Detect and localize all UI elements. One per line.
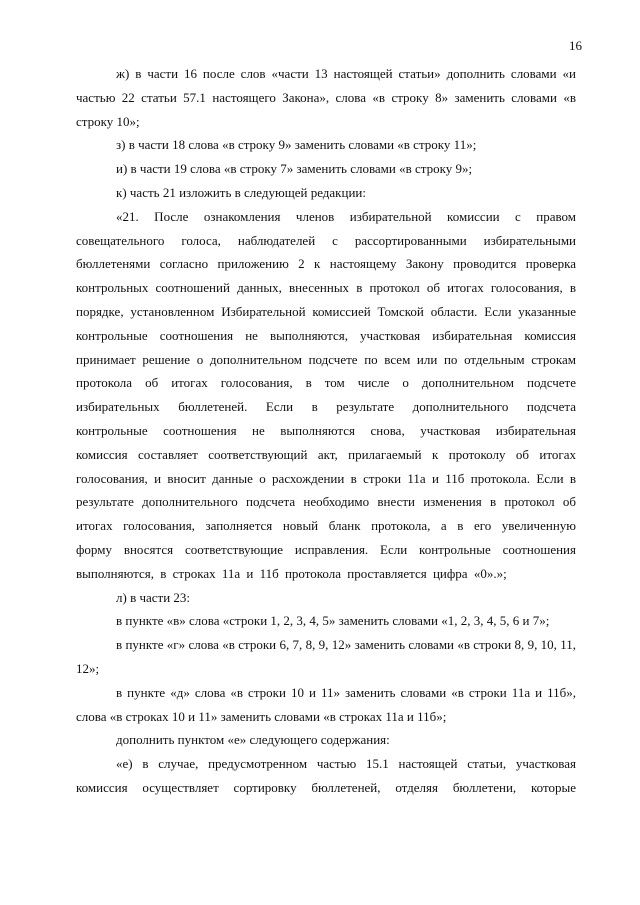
paragraph-k: к) часть 21 изложить в следующей редакции: [116,184,366,200]
document-body [76,62,576,800]
paragraph-z: з) в части 18 слова «в строку 9» заменить словами «в строку 11»; [116,137,477,153]
paragraph-i: и) в части 19 слова «в строку 7» заменить словами «в строку 9»; [116,161,473,177]
paragraph-add-point-e: дополнить пунктом «е» следующего содержания: [116,732,390,748]
paragraph-point-v: в пункте «в» слова «строки 1, 2, 3, 4, 5» заменить словами «1, 2, 3, 4, 5, 6 и 7»; [116,613,550,629]
paragraph-l: л) в части 23: [116,589,191,605]
paragraph-point-e: «е) в случае, предусмотренном частью 15.1 настоящей статьи, участковая комиссия осуществляет сортировку бюллетеней, отделяя бюллетени, которые [76,756,576,795]
paragraph-point-d: в пункте «д» слова «в строки 10 и 11» заменить словами «в строки 11а и 11б», слова «в строках 10 и 11» заменить словами «в строках 11а и 11б»; [76,684,576,724]
paragraph-part-21: «21. После ознакомления членов избирательной комиссии с правом совещательного голоса, наблюдателей с рассортированными избирательными бюллетенями согласно приложению 2 к настоящему Закону проводится проверка контрольных соотношений данных, внесенных в протокол об итогах голосования, в порядке, установленном Избирательной комиссией Томской области. Если указанные контрольные соотношения не выполняются, участковая избирательная комиссия принимает решение о дополнительном подсчете по всем или по отдельным строкам протокола об итогах голосования, в том числе о дополнительном подсчете избирательных бюллетеней. Если в результате дополнительного подсчета контрольные соотношения не выполняются снова, участковая избирательная комиссия составляет соответствующий акт, прилагаемый к протоколу об итогах голосования, и вносит данные о расхождении в строки 11а и 11б протокола. Если в результате дополнительного подсчета необходимо внести изменения в протокол об итогах голосования, заполняется новый бланк протокола, а в его увеличенную форму вносятся соответствующие исправления. Если контрольные соотношения выполняются, в строках 11а и 11б протокола проставляется цифра «0».»; [76,208,576,581]
paragraph-point-g: в пункте «г» слова «в строки 6, 7, 8, 9, 12» заменить словами «в строки 8, 9, 10, 11, 12»; [76,637,576,676]
paragraph-zh: ж) в части 16 после слов «части 13 настоящей статьи» дополнить словами «и частью 22 статьи 57.1 настоящего Закона», слова «в строку 8» заменить словами «в строку 10»; [76,66,576,129]
page-number: 16 [569,38,582,53]
